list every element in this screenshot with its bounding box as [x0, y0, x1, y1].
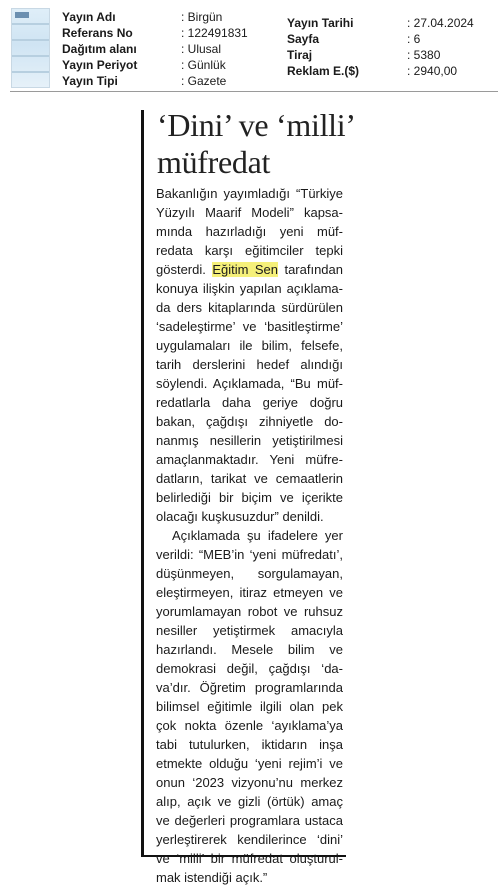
article-headline — [157, 107, 387, 181]
meta-left-value: : Gazete — [181, 74, 227, 88]
body-line: ve değerleri programlara ustaca — [156, 813, 343, 828]
meta-right-row — [287, 63, 487, 79]
body-line: gösterdi. Eğitim Sen tarafından — [156, 262, 343, 277]
newspaper-thumbnail — [11, 8, 50, 88]
body-line: redata karşı eğitimciler tepki — [156, 243, 343, 258]
meta-right-row — [287, 47, 487, 63]
body-line: yorumlamayan robot ve ruhsuz — [156, 604, 343, 619]
meta-right-label: Yayın Tarihi — [287, 16, 354, 30]
body-line: amaçlanmaktadır. Yeni müfre- — [156, 452, 343, 467]
body-line: belirlediği bir biçim ve içerikte — [156, 490, 343, 505]
header-divider — [10, 91, 498, 92]
body-line: va’dır. Öğretim programlarında — [156, 680, 343, 695]
meta-right-value: : 2940,00 — [407, 64, 458, 78]
article-left-rule — [141, 110, 144, 857]
body-line: datların, tarikat ve cemaatlerin — [156, 471, 343, 486]
meta-left-row — [62, 57, 262, 73]
body-line: alıp, açık ve gizli (örtük) amaç — [156, 794, 343, 809]
body-line: Bakanlığın yayımladığı “Türkiye — [156, 186, 343, 201]
meta-right-label: Tiraj — [287, 48, 313, 62]
meta-left-label: Yayın Tipi — [62, 74, 118, 88]
body-line: Yüzyılı Maarif Modeli” kapsa- — [156, 205, 343, 220]
body-line: konuya ilişkin yapılan açıklama- — [156, 281, 343, 296]
meta-right-row — [287, 31, 487, 47]
highlighted-keyword: Eğitim Sen — [212, 262, 279, 277]
body-line: eleştirmeyen, itiraz etmeyen ve — [156, 585, 343, 600]
meta-right-row — [287, 15, 487, 31]
body-line: Açıklamada şu ifadelere yer — [172, 528, 343, 543]
body-line: mında hazırladığı yeni müf- — [156, 224, 343, 239]
body-line: bilimsel eğitimle ilgili olan pek — [156, 699, 343, 714]
meta-left-row — [62, 9, 262, 25]
body-line: demokrasi değil, çağdışı ‘da- — [156, 661, 343, 676]
meta-right-label: Sayfa — [287, 32, 320, 46]
body-line: yerleştirerek kendilerince ‘dini’ — [156, 832, 343, 847]
body-line: bakan, çağdışı zihniyetle do- — [156, 414, 343, 429]
body-line: mak istendiği açık.” — [156, 870, 268, 885]
meta-left-value: : Günlük — [181, 58, 226, 72]
body-line: uygulamaları ile bilim, felsefe, — [156, 338, 343, 353]
body-line: nanmış nesillerin yetiştirilmesi — [156, 433, 343, 448]
body-line: olacağı kuşkusuzdur” denildi. — [156, 509, 324, 524]
body-line: ‘sadeleştirme’ ve ‘basitleştirme’ — [156, 319, 343, 334]
meta-left-row — [62, 25, 262, 41]
body-line: redatlarla daha geriye doğru — [156, 395, 343, 410]
meta-right-value: : 6 — [407, 32, 421, 46]
meta-left-row — [62, 41, 262, 57]
meta-left-label: Referans No — [62, 26, 133, 40]
headline-line: müfredat — [157, 144, 271, 180]
body-line: verildi: “MEB’in ‘yeni müfredatı’, — [156, 547, 343, 562]
meta-left-value: : Birgün — [181, 10, 223, 24]
body-line: tarih derslerini hedef alındığı — [156, 357, 343, 372]
body-line: da ders kitaplarında sürdürülen — [156, 300, 343, 315]
meta-left-value: : 122491831 — [181, 26, 248, 40]
article-body — [156, 184, 343, 887]
meta-right-label: Reklam E.($) — [287, 64, 360, 78]
body-line: tabi tutulurken, iktidarın inşa — [156, 737, 343, 752]
body-line: nesiller yetiştirmek amacıyla — [156, 623, 343, 638]
body-line: etmekte olduğu ‘yeni rejim’i ve — [156, 756, 343, 771]
body-line: hazırlandı. Mesele bilim ve — [156, 642, 343, 657]
body-line: çok nokta özenle ‘ayıklama’ya — [156, 718, 343, 733]
meta-left-row — [62, 73, 262, 89]
body-line: düşünmeyen, sorgulamayan, — [156, 566, 343, 581]
headline-line: ‘Dini’ ve ‘milli’ — [157, 107, 356, 143]
body-line: onun ‘2023 vizyonu’nu merkez — [156, 775, 343, 790]
meta-right-value: : 5380 — [407, 48, 441, 62]
meta-left-label: Yayın Periyot — [62, 58, 138, 72]
meta-left-label: Yayın Adı — [62, 10, 116, 24]
meta-right-value: : 27.04.2024 — [407, 16, 474, 30]
body-line: söylendi. Açıklamada, “Bu müf- — [156, 376, 343, 391]
meta-left-value: : Ulusal — [181, 42, 222, 56]
meta-left-label: Dağıtım alanı — [62, 42, 137, 56]
body-line: ve ‘milli’ bir müfredat oluşturul- — [156, 851, 343, 866]
